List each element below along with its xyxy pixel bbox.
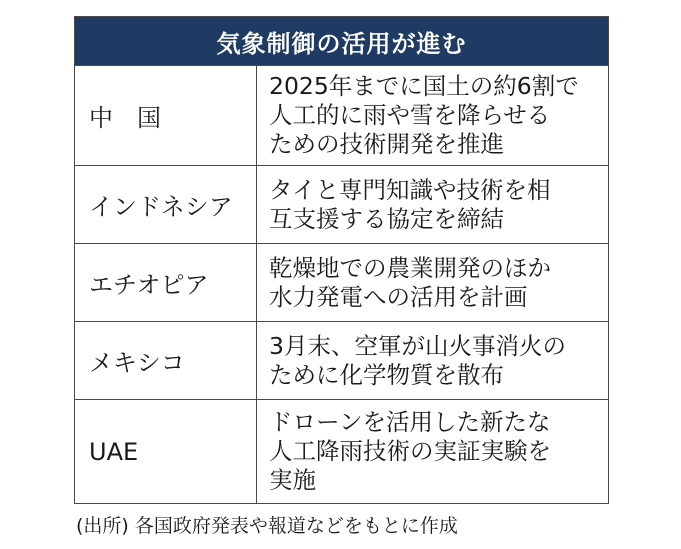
description-cell bbox=[257, 322, 608, 399]
description-line: 互支援する協定を締結 bbox=[269, 204, 504, 233]
description-line: ドローンを活用した新たな bbox=[269, 408, 551, 436]
description-cell bbox=[257, 66, 608, 165]
table-title: 気象制御の活用が進む bbox=[75, 17, 608, 65]
country-cell: 中 国 bbox=[75, 66, 257, 165]
country-cell: メキシコ bbox=[75, 322, 257, 399]
table-row bbox=[75, 65, 608, 165]
table-row bbox=[75, 165, 608, 243]
country-cell: エチオピア bbox=[75, 244, 257, 321]
description-cell bbox=[257, 400, 608, 503]
description-line: 2025年までに国土の約6割で bbox=[269, 72, 579, 100]
description-cell bbox=[257, 244, 608, 321]
description-cell bbox=[257, 166, 608, 243]
description-line: 人工的に雨や雪を降らせる bbox=[269, 101, 551, 129]
table-row bbox=[75, 243, 608, 321]
description-line: タイと専門知識や技術を相 bbox=[269, 175, 551, 204]
description-line: 人工降雨技術の実証実験を bbox=[269, 437, 551, 465]
description-line: 乾燥地での農業開発のほか bbox=[269, 253, 551, 282]
table-row bbox=[75, 399, 608, 503]
description-line: 3月末、空軍が山火事消火の bbox=[269, 331, 566, 360]
source-footnote: (出所) 各国政府発表や報道などをもとに作成 bbox=[76, 515, 458, 537]
description-line: 実施 bbox=[269, 466, 316, 494]
country-cell: UAE bbox=[75, 400, 257, 503]
description-line: ための技術開発を推進 bbox=[269, 130, 504, 158]
description-line: 水力発電への活用を計画 bbox=[269, 282, 528, 311]
table-row bbox=[75, 321, 608, 399]
country-cell: インドネシア bbox=[75, 166, 257, 243]
description-line: ために化学物質を散布 bbox=[269, 360, 504, 389]
weather-control-table bbox=[74, 16, 609, 504]
